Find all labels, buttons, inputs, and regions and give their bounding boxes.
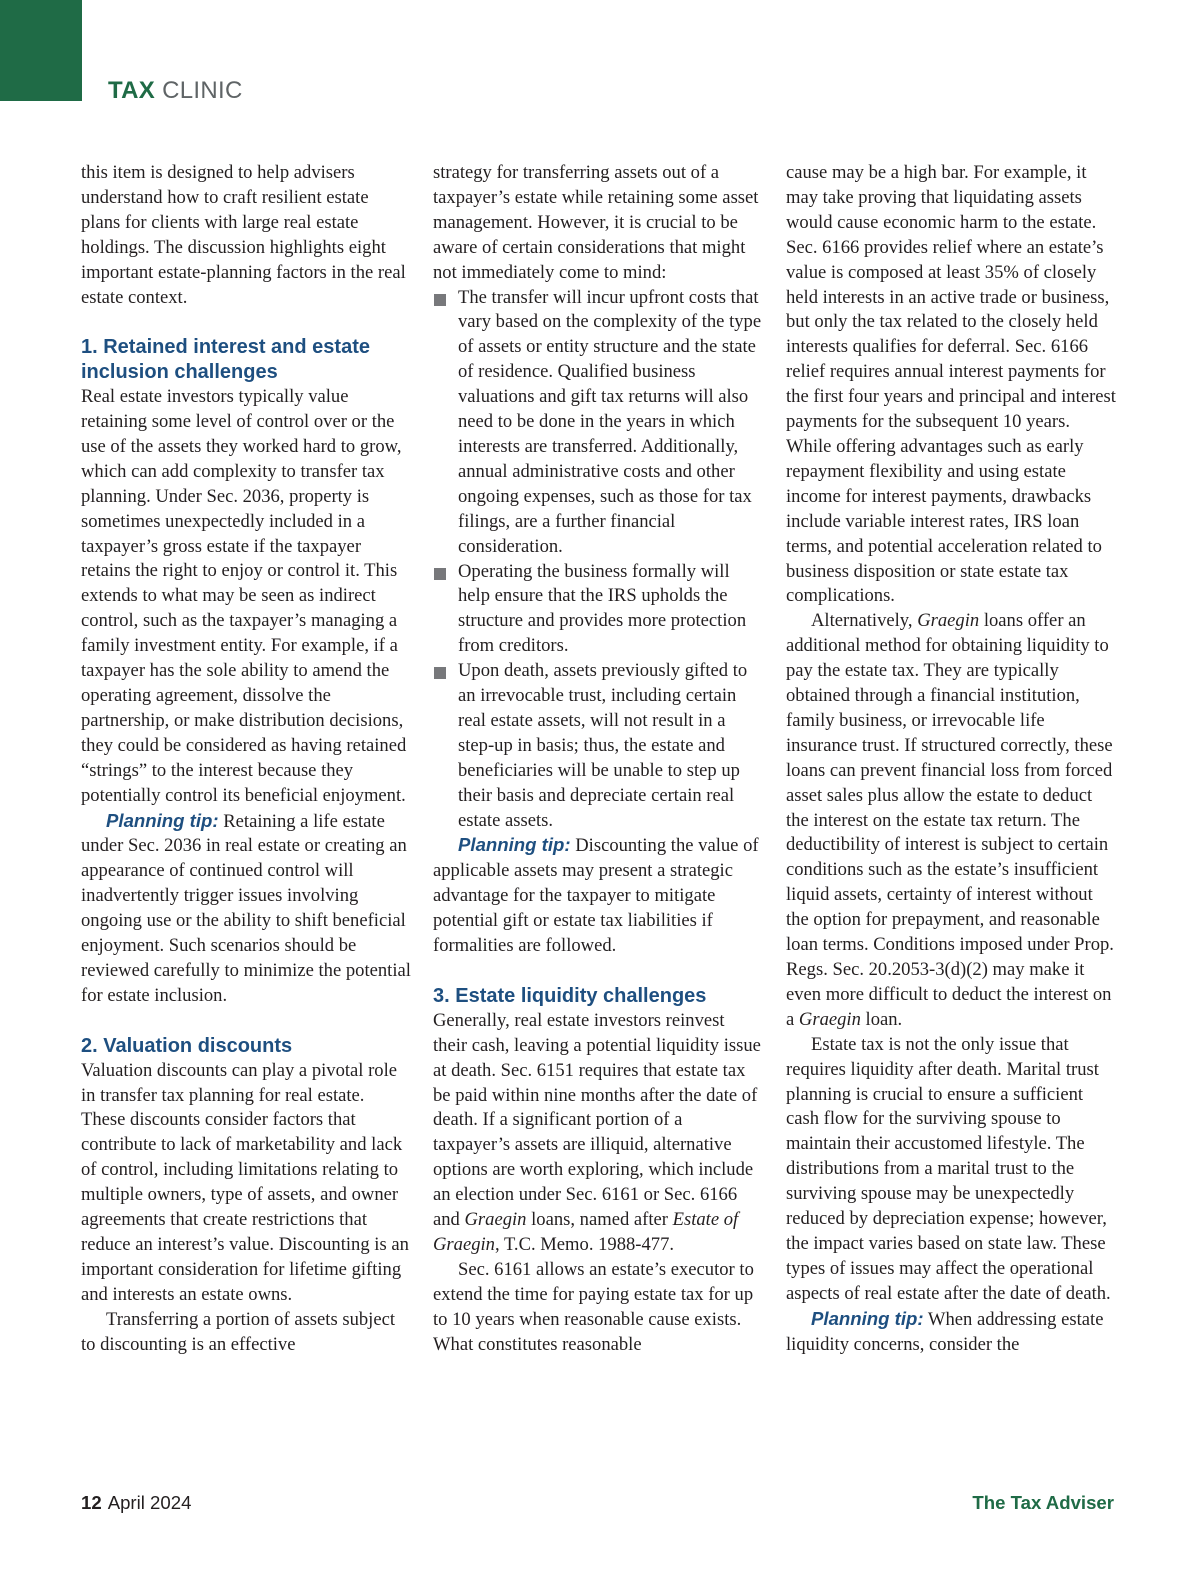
list-item bbox=[433, 286, 763, 560]
heading-valuation-discounts: 2. Valuation discounts bbox=[81, 1034, 293, 1057]
column-1 bbox=[81, 161, 411, 1357]
heading-estate-liquidity: 3. Estate liquidity challenges bbox=[433, 984, 707, 1007]
section-label-bold: TAX bbox=[108, 77, 156, 104]
list-item bbox=[433, 560, 763, 660]
liquidity-paragraph: Generally, real estate investors reinvest their cash, leaving a potential liquidity issue at death. Sec. 6151 requires that estate tax be paid within nine months after the date of death. If a significant portion of a taxpayer’s assets are illiquid, alternative options are worth exploring, which include an election under Sec. 6161 or Sec. 6166 and Graegin loans, named after Estate of Graegin, T.C. Memo. 1988-477. bbox=[433, 1009, 761, 1255]
issue-date: April 2024 bbox=[107, 1492, 192, 1513]
planning-tip-label: Planning tip: bbox=[458, 834, 571, 856]
heading-retained-interest-line2: inclusion challenges bbox=[81, 361, 278, 384]
intro-paragraph: this item is designed to help advisers understand how to craft resilient estate plans for clients with large real estate holdings. The discussion highlights eight important estate-planning factors in the real estate context. bbox=[81, 162, 406, 308]
transferring-paragraph: Transferring a portion of assets subject to discounting is an effective bbox=[81, 1308, 396, 1355]
square-bullet-icon bbox=[434, 568, 446, 580]
column-3 bbox=[786, 161, 1116, 1358]
planning-tip-text: When addressing estate liquidity concerns, consider the bbox=[786, 1308, 1104, 1355]
strategy-paragraph: strategy for transferring assets out of a taxpayer’s estate while retaining some asset management. However, it is crucial to be aware of certain considerations that might not immediately come to mind: bbox=[433, 162, 759, 283]
graegin-loans-paragraph: Alternatively, Graegin loans offer an additional method for obtaining liquidity to pay the estate tax. They are typically obtained through a financial institution, family business, or irrevocable life insurance trust. If structured correctly, these loans can prevent financial loss from forced asset sales plus allow the estate to deduct the interest on the estate tax return. The deductibility of interest is subject to certain conditions such as the estate’s insufficient liquid assets, certainty of interest without the option for prepayment, and reasonable loan terms. Conditions imposed under Prop. Regs. Sec. 20.2053-3(d)(2) may make it even more difficult to deduct the interest on a Graegin loan. bbox=[786, 610, 1114, 1030]
planning-tip-text: Retaining a life estate under Sec. 2036 in real estate or creating an appearance of continued control will inadvertently trigger issues involving ongoing use or the ability to shift beneficial enjoyment. Such scenarios should be reviewed carefully to minimize the potential for estate inclusion. bbox=[81, 810, 411, 1006]
graegin-term: Graegin bbox=[798, 1008, 861, 1030]
planning-tip-2 bbox=[433, 833, 763, 959]
planning-tip-label: Planning tip: bbox=[106, 809, 219, 831]
list-item-text: The transfer will incur upfront costs that vary based on the complexity of the type of assets or entity structure and the state of residence. Qualified business valuations and gift tax returns will also need to be done in the years in which interests are transferred. Additionally, annual administrative costs and other ongoing expenses, such as those for tax filings, are a further financial consideration. bbox=[458, 286, 762, 557]
square-bullet-icon bbox=[434, 667, 446, 679]
publication-name: The Tax Adviser bbox=[972, 1492, 1114, 1513]
page-number: 12 bbox=[81, 1492, 102, 1513]
marital-trust-paragraph: Estate tax is not the only issue that requires liquidity after death. Marital trust planning is crucial to ensure a sufficient cash flow for the surviving spouse to maintain their accustomed lifestyle. The distributions from a marital trust to the surviving spouse may be unexpectedly reduced by depreciation expense; however, the impact varies based on state law. These types of issues may affect the operational aspects of real estate after the date of death. bbox=[786, 1033, 1111, 1304]
list-item bbox=[433, 659, 763, 833]
retained-interest-paragraph: Real estate investors typically value retaining some level of control over or the use of the assets they worked hard to grow, which can add complexity to transfer tax planning. Under Sec. 2036, property is sometimes unexpectedly included in a taxpayer’s gross estate if the taxpayer retains the right to enjoy or control it. This extends to what may be seen as indirect control, such as the taxpayer’s managing a family investment entity. For example, if a taxpayer has the sole ability to amend the operating agreement, dissolve the partnership, or make distribution decisions, they could be considered as having retained “strings” to the interest because they potentially control its beneficial enjoyment. bbox=[81, 386, 407, 806]
planning-tip-3 bbox=[786, 1307, 1116, 1358]
planning-tip-text: Discounting the value of applicable assets may present a strategic advantage for the taxpayer to mitigate potential gift or estate tax liabilities if formalities are followed. bbox=[433, 835, 759, 957]
square-bullet-icon bbox=[434, 294, 446, 306]
reasonable-cause-paragraph: cause may be a high bar. For example, it may take proving that liquidating assets would cause economic harm to the estate. Sec. 6166 provides relief where an estate’s value is composed at least 35% of closely held interests in an active trade or business, but only the tax related to the closely held interests qualifies for deferral. Sec. 6166 relief requires annual interest payments for the first four years and principal and interest payments for the subsequent 10 years. While offering advantages such as early repayment flexibility and using estate income for interest payments, drawbacks include variable interest rates, IRS loan terms, and potential acceleration related to business disposition or state estate tax complications. bbox=[786, 162, 1116, 607]
heading-retained-interest-line1: 1. Retained interest and estate bbox=[81, 336, 370, 359]
case-name: Estate of Graegin bbox=[433, 1209, 739, 1255]
planning-tip-1 bbox=[81, 809, 411, 1009]
planning-tip-label: Planning tip: bbox=[811, 1307, 924, 1329]
valuation-paragraph: Valuation discounts can play a pivotal role in transfer tax planning for real estate. These discounts consider factors that contribute to lack of marketability and lack of control, including limitations relating to multiple owners, type of assets, and owner agreements that create restrictions that reduce an interest’s value. Discounting is an important consideration for lifetime gifting and interests an estate owns. bbox=[81, 1059, 409, 1305]
column-2 bbox=[433, 161, 763, 1357]
section-label bbox=[108, 76, 243, 106]
graegin-term: Graegin bbox=[917, 610, 980, 632]
considerations-list bbox=[433, 286, 763, 834]
graegin-term: Graegin bbox=[464, 1209, 527, 1231]
list-item-text: Operating the business formally will help ensure that the IRS upholds the structure and provides more protection from creditors. bbox=[458, 560, 747, 657]
sec-6161-paragraph: Sec. 6161 allows an estate’s executor to extend the time for paying estate tax for up to 10 years when reasonable cause exists. What constitutes reasonable bbox=[433, 1258, 754, 1355]
footer-page-info bbox=[81, 1491, 191, 1515]
heading-retained-interest bbox=[81, 335, 411, 385]
list-item-text: Upon death, assets previously gifted to an irrevocable trust, including certain real estate assets, will not result in a step-up in basis; thus, the estate and beneficiaries will be unable to step up their basis and depreciate certain real estate assets. bbox=[458, 660, 748, 831]
section-label-light: CLINIC bbox=[162, 77, 243, 104]
section-color-tab bbox=[0, 0, 82, 101]
